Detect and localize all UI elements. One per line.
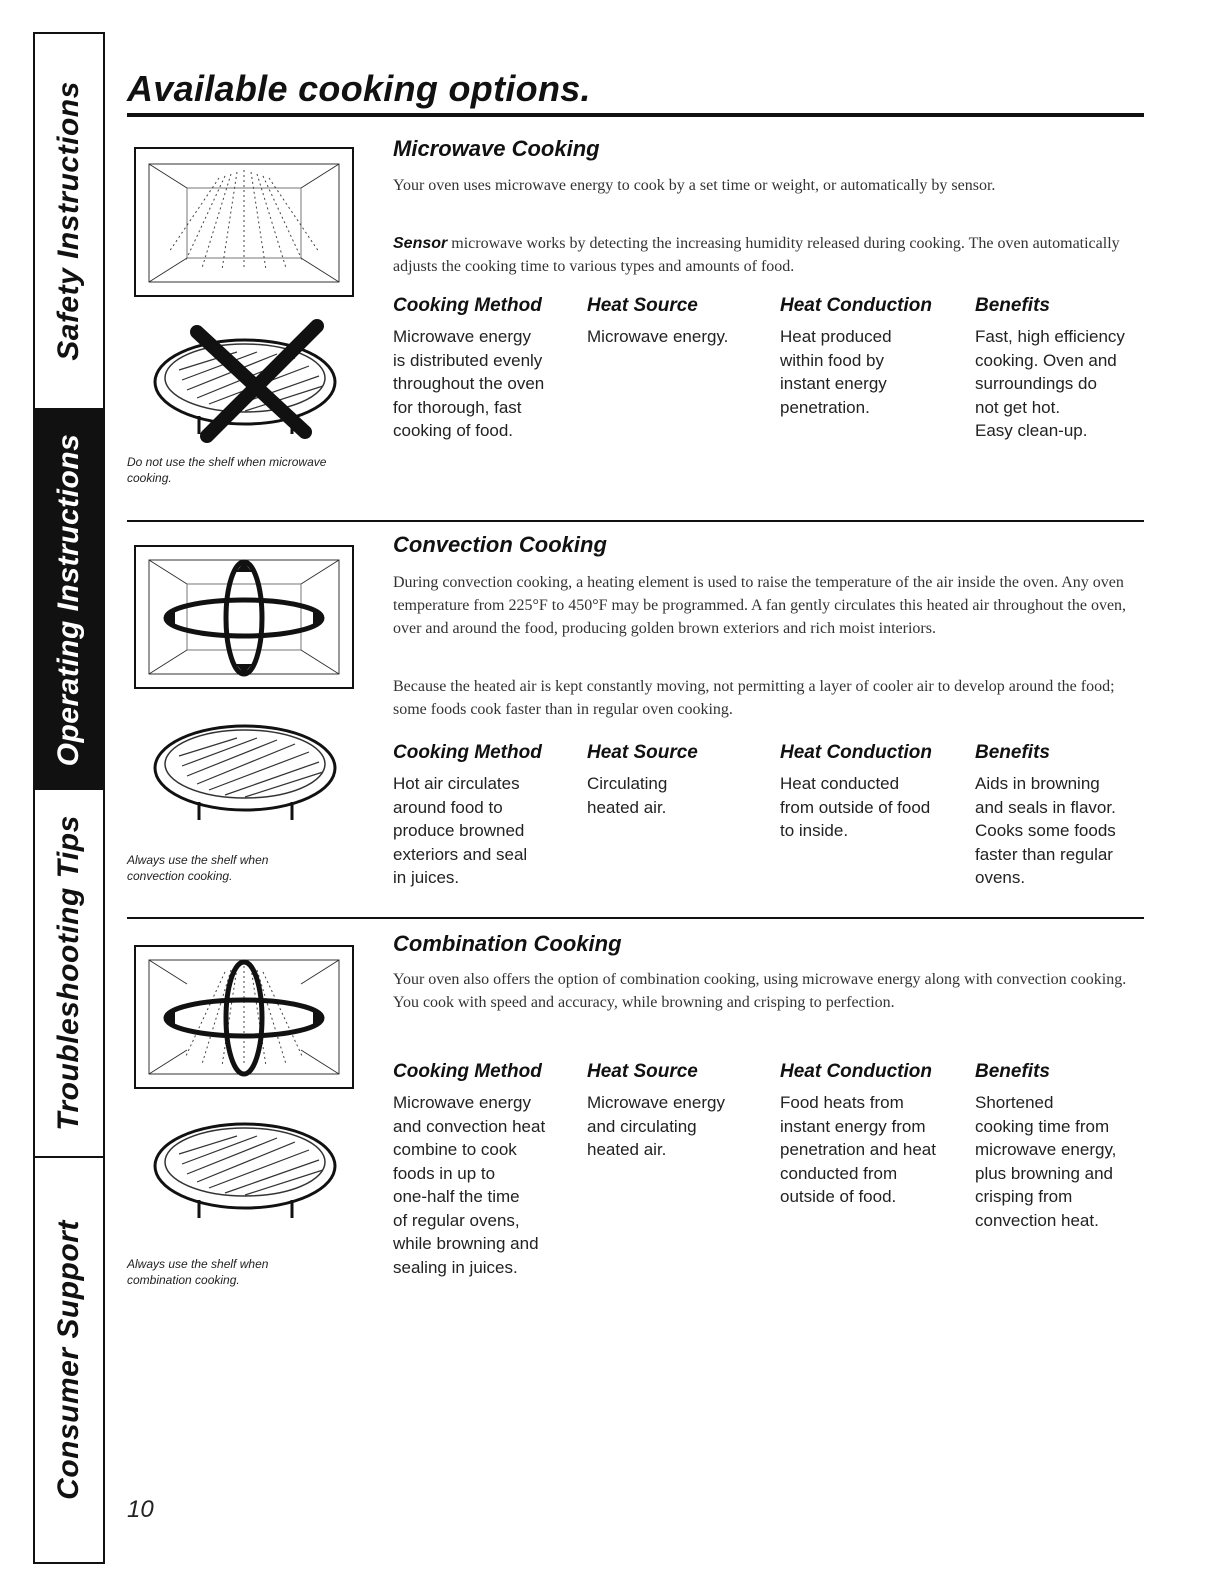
combination-header-source: Heat Source	[587, 1061, 698, 1082]
tab-safety-instructions[interactable]	[35, 34, 103, 410]
microwave-header-method: Cooking Method	[393, 295, 542, 316]
convection-section-title: Convection Cooking	[393, 532, 607, 557]
tab-operating-instructions[interactable]	[35, 410, 103, 790]
convection-paragraph-2: Because the heated air is kept constantly moving, not permitting a layer of cooler air to develop around the food; some foods cook faster than in regular oven cooking.	[393, 678, 1115, 718]
microwave-header-benefits: Benefits	[975, 295, 1050, 316]
microwave-conduction-text: Heat produced within food by instant energy penetration.	[780, 327, 892, 417]
combination-caption: Always use the shelf when combination cooking.	[127, 1257, 269, 1287]
tab-troubleshooting-tips[interactable]	[35, 790, 103, 1158]
page-number: 10	[127, 1496, 154, 1523]
combination-conduction-text: Food heats from instant energy from penetration and heat conducted from outside of food.	[780, 1093, 936, 1206]
microwave-paragraph-2	[393, 232, 1133, 278]
convection-paragraph-1: During convection cooking, a heating element is used to raise the temperature of the air inside the oven. Any oven temperature from 225°F to 450°F may be programmed. A fan gently circulates this heated air throughout the oven, over and around the food, producing golden brown exteriors and rich moist interiors.	[393, 574, 1127, 637]
microwave-oven-illustration	[127, 140, 357, 300]
combination-header-conduction: Heat Conduction	[780, 1061, 932, 1082]
convection-header-benefits: Benefits	[975, 742, 1050, 763]
convection-oven-illustration	[127, 538, 357, 692]
combination-oven-illustration	[127, 938, 357, 1092]
convection-benefits-text: Aids in browning and seals in flavor. Cooks some foods faster than regular ovens.	[975, 774, 1116, 887]
sensor-text: microwave works by detecting the increasing humidity released during cooking. The oven automatically adjusts the cooking time to various types and amounts of food.	[393, 235, 1120, 275]
tab-label: Operating Instructions	[52, 433, 85, 767]
combination-section-title: Combination Cooking	[393, 931, 622, 956]
section-divider	[127, 520, 1144, 522]
convection-source-text: Circulating heated air.	[587, 774, 668, 817]
combination-header-method: Cooking Method	[393, 1061, 542, 1082]
microwave-header-conduction: Heat Conduction	[780, 295, 932, 316]
convection-header-method: Cooking Method	[393, 742, 542, 763]
microwave-source-text: Microwave energy.	[587, 327, 729, 346]
combination-header-benefits: Benefits	[975, 1061, 1050, 1082]
tab-label: Safety Instructions	[52, 81, 85, 361]
combination-benefits-text: Shortened cooking time from microwave energy, plus browning and crisping from convection heat.	[975, 1093, 1117, 1230]
shelf-crossed-out-illustration	[127, 312, 357, 447]
microwave-header-source: Heat Source	[587, 295, 698, 316]
convection-header-source: Heat Source	[587, 742, 698, 763]
combination-source-text: Microwave energy and circulating heated air.	[587, 1093, 725, 1159]
microwave-method-text: Microwave energy is distributed evenly throughout the oven for thorough, fast cooking of food.	[393, 327, 545, 440]
tab-label: Consumer Support	[52, 1220, 85, 1500]
convection-method-text: Hot air circulates around food to produce browned exteriors and seal in juices.	[393, 774, 528, 887]
microwave-section-title: Microwave Cooking	[393, 136, 600, 161]
combination-paragraph-1: Your oven also offers the option of combination cooking, using microwave energy along with convection cooking. You cook with speed and accuracy, while browning and crisping to perfection.	[393, 971, 1127, 1011]
tab-label: Troubleshooting Tips	[52, 815, 85, 1131]
combination-method-text: Microwave energy and convection heat combine to cook foods in up to one-half the time of regular ovens, while browning and sealing in juices.	[393, 1093, 546, 1277]
sensor-lead: Sensor	[393, 235, 448, 252]
convection-shelf-illustration	[127, 712, 357, 830]
microwave-paragraph-1: Your oven uses microwave energy to cook by a set time or weight, or automatically by sensor.	[393, 177, 996, 194]
page-title: Available cooking options.	[127, 68, 591, 109]
tab-consumer-support[interactable]	[35, 1158, 103, 1562]
title-rule	[127, 113, 1144, 117]
microwave-benefits-text: Fast, high efficiency cooking. Oven and surroundings do not get hot. Easy clean-up.	[975, 327, 1125, 440]
side-tab-strip	[33, 32, 105, 1564]
convection-header-conduction: Heat Conduction	[780, 742, 932, 763]
microwave-caption: Do not use the shelf when microwave cooking.	[127, 455, 327, 485]
section-divider	[127, 917, 1144, 919]
convection-conduction-text: Heat conducted from outside of food to inside.	[780, 774, 931, 840]
combination-shelf-illustration	[127, 1110, 357, 1228]
convection-caption: Always use the shelf when convection cooking.	[127, 853, 269, 883]
